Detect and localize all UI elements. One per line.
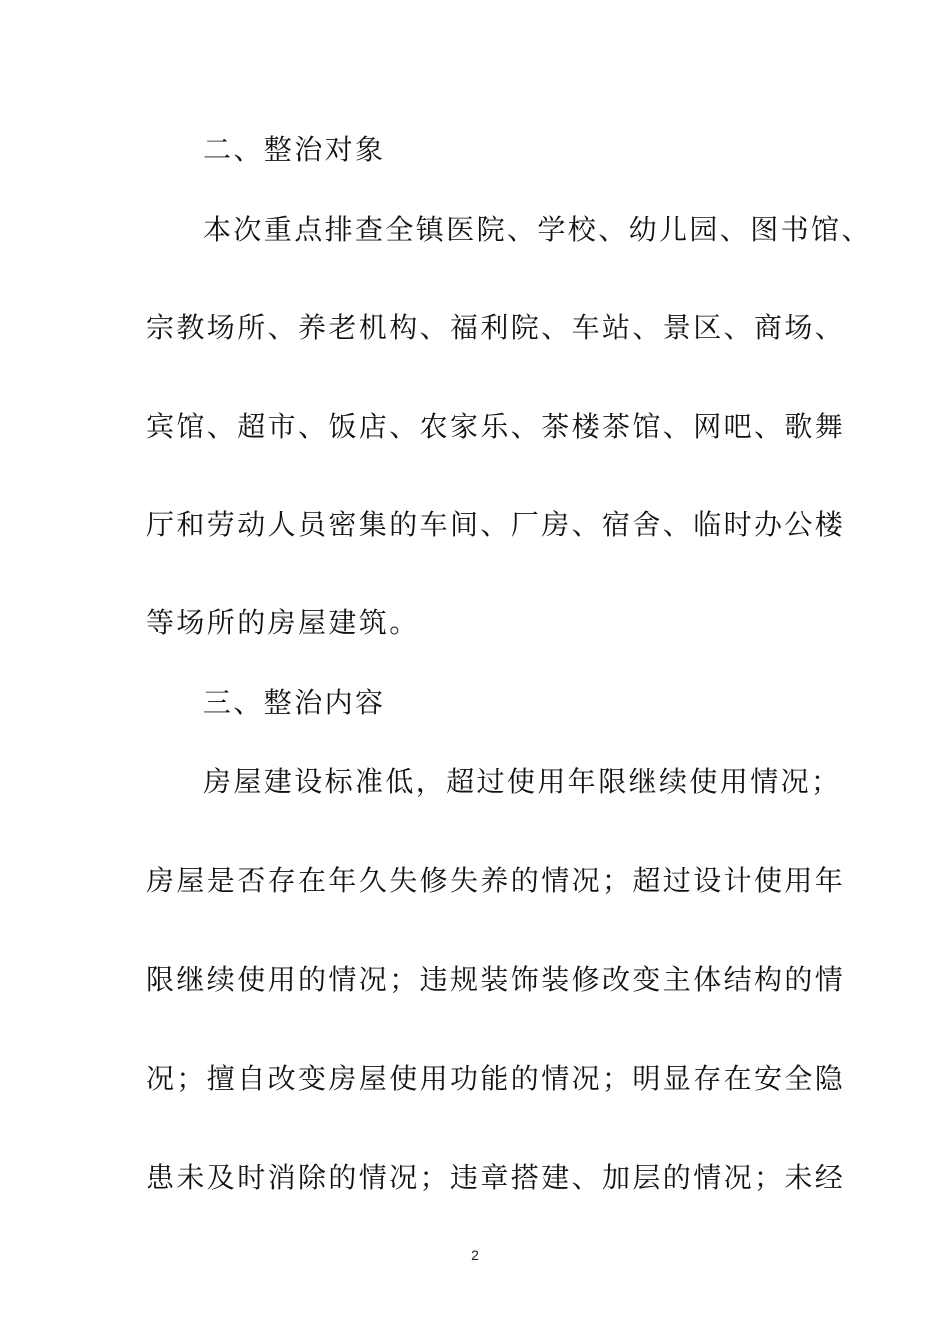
paragraph-line: 患未及时消除的情况；违章搭建、加层的情况；未经 [146,1161,846,1194]
paragraph-line: 限继续使用的情况；违规装饰装修改变主体结构的情 [146,963,846,996]
section-heading-content: 三、整治内容 [203,686,386,719]
paragraph-line: 房屋是否存在年久失修失养的情况；超过设计使用年 [146,864,846,897]
section-heading-targets: 二、整治对象 [203,133,386,166]
paragraph-line: 况；擅自改变房屋使用功能的情况；明显存在安全隐 [146,1062,846,1095]
paragraph-line: 本次重点排查全镇医院、学校、幼儿园、图书馆、 [203,213,872,246]
paragraph-line: 宾馆、超市、饭店、农家乐、茶楼茶馆、网吧、歌舞 [146,410,846,443]
paragraph-line: 房屋建设标准低，超过使用年限继续使用情况； [203,765,842,798]
paragraph-line: 宗教场所、养老机构、福利院、车站、景区、商场、 [146,311,846,344]
paragraph-line: 厅和劳动人员密集的车间、厂房、宿舍、临时办公楼 [146,508,846,541]
page-number: 2 [471,1247,479,1263]
paragraph-line: 等场所的房屋建筑。 [146,606,420,639]
